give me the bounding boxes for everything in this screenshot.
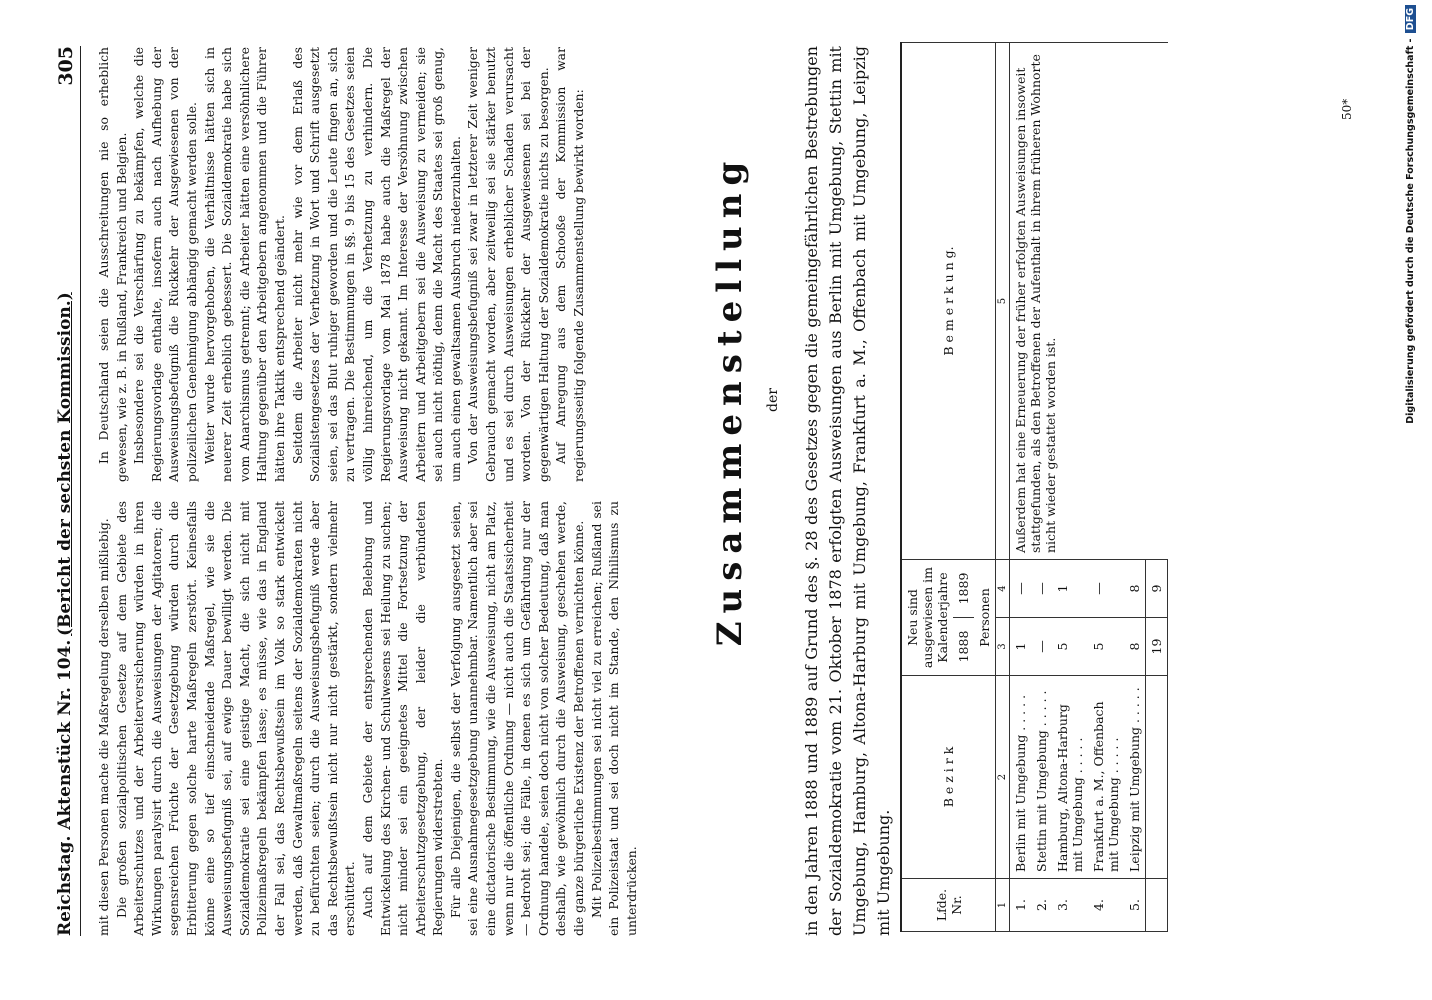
col-number: 1 (996, 879, 1010, 932)
col-number: 4 (996, 560, 1010, 618)
row-number: 3. (1052, 879, 1088, 932)
intro-text: in den Jahren 1888 und 1889 auf Grund des §. 28 des Gesetzes gegen die gemeingefährlichen Bestrebungen der Sozialdemokratie vom 21. Oktober 1878 erfolgten Ausweisungen aus Berlin mit Umgebung, Stettin mit Umgebung, Hamburg, Altona-Harburg mit Umgebung, Frankfurt a. M., Offenbach mit Umgebung, Leipzig mit Umgebung. (802, 46, 893, 936)
row-number: 2. (1031, 879, 1052, 932)
col-number: 5 (996, 43, 1010, 560)
row-1888: 5 (1052, 618, 1088, 676)
row-bezirk: Hamburg, Altona-Harburg mit Umgebung . . . . . (1052, 676, 1088, 879)
table-row (1010, 43, 1032, 932)
header-middle: (Bericht der sechsten Kommission.) (55, 292, 75, 636)
right-column (95, 47, 587, 482)
header-left: Reichstag. Aktenstück Nr. 104. (55, 639, 75, 936)
row-1888: — (1031, 618, 1052, 676)
left-paragraph: Mit Polizeibestimmungen sei nicht viel zu erreichen; Rußland sei ein Polizeistaat und sei doch nicht im Stande, den Nihilismus zu unterdrücken. (588, 501, 639, 936)
right-paragraph: Auf Anregung aus dem Schooße der Kommission war regierungsseitig folgende Zusammenstellung bewirkt worden: (553, 47, 587, 482)
title-der: der (765, 388, 781, 412)
row-1888: 5 (1088, 618, 1124, 676)
totals-blank (1146, 879, 1168, 932)
row-bezirk: Leipzig mit Umgebung . . . . . (1124, 676, 1146, 879)
expulsion-table (900, 42, 1168, 932)
left-paragraph: Die großen sozialpolitischen Gesetze auf dem Gebiete des Arbeiterschutzes und der Arbeiterversicherung würden in ihren Wirkungen paralysirt durch die Ausweisungen der Agitatoren; die segensreichen Früchte der Gesetzgebung würden durch die Erbitterung gegen solche harte Maßregeln zerstört. Keinesfalls könne eine so tief einschneidende Maßregel, wie sie die Ausweisungsbefugniß sei, auf ewige Dauer bewilligt werden. Die Sozialdemokratie sei eine geistige Macht, die sich nicht mit Polizeimaßregeln bekämpfen lasse; es müsse, wie das in England der Fall sei, das Rechtsbewußtsein im Volk so stark entwickelt werden, daß Gewaltmaßregeln seitens der Sozialdemokraten nicht zu befürchten seien; durch die Ausweisungsbefugniß werde aber das Rechtsbewußtsein nicht nur nicht gestärkt, sondern vielmehr erschüttert. (113, 501, 358, 936)
totals-blank (1146, 676, 1168, 879)
footer-number: 50* (1340, 98, 1354, 120)
left-paragraph: Auch auf dem Gebiete der entsprechenden Belebung und Entwickelung des Kirchen- und Schulwesens sei Heilung zu suchen; nicht minder sei ein geeignetes Mittel die Fortsetzung der Arbeiterschutzgesetzgebung, der leider die verbündeten Regierungen widerstrebten. (359, 501, 446, 936)
page-number: 305 (55, 46, 77, 86)
header-year-1888: 1888 (953, 618, 974, 676)
row-1888: 8 (1124, 618, 1146, 676)
right-paragraph: Seitdem die Arbeiter nicht mehr wie vor dem Erlaß des Sozialistengesetzes der Verhetzung in Wort und Schrift ausgesetzt seien, sei das Blut ruhiger geworden und die Leute fingen an, sich zu vertragen. Die Bestimmungen in §§. 9 bis 15 des Gesetzes seien völlig hinreichend, um die Verhetzung zu verhindern. Die Regierungsvorlage vom Mai 1878 habe auch die Maßregel der Ausweisung nicht gekannt. Im Interesse der Versöhnung zwischen Arbeitern und Arbeitgebern sei die Ausweisung zu vermeiden; sie sei auch nicht nöthig, denn die Macht des Staates sei groß genug, um auch einen gewaltsamen Ausbruch niederzuhalten. (289, 47, 463, 482)
row-bezirk: Frankfurt a. M., Offenbach mit Umgebung . . . . . (1088, 676, 1124, 879)
left-paragraph: Für alle Diejenigen, die selbst der Verfolgung ausgesetzt seien, sei eine Ausnahmegesetzgebung unannehmbar. Namentlich aber sei eine dictatorische Bestimmung, wie die Ausweisung, nicht am Platz, wenn nur die öffentliche Ordnung — nicht auch die Staatssicherheit — bedroht sei; die Fälle, in denen es sich um Gefährdung nur der Ordnung handele, seien doch nicht von solcher Bedeutung, daß man deshalb, wie gewöhnlich durch die Ausweisung, geschehen werde, die ganze bürgerliche Existenz der Betroffenen vernichten könne. (447, 501, 587, 936)
row-number: 1. (1010, 879, 1032, 932)
header-year-1889: 1889 (953, 560, 974, 618)
row-1889: — (1088, 560, 1124, 618)
header-bemerkung: B e m e r k u n g. (901, 43, 996, 560)
right-paragraph: In Deutschland seien die Ausschreitungen nie so erheblich gewesen, wie z. B. in Rußland, Frankreich und Belgien. (96, 47, 129, 482)
row-1889: 1 (1052, 560, 1088, 618)
header-lfd: Lfde. Nr. (901, 879, 996, 932)
page-header (55, 46, 83, 936)
row-bezirk: Stettin mit Umgebung . . . . . (1031, 676, 1052, 879)
row-1889: — (1031, 560, 1052, 618)
row-number: 5. (1124, 879, 1146, 932)
row-1888: 1 (1010, 618, 1032, 676)
right-paragraph: Weiter wurde hervorgehoben, die Verhältnisse hätten sich in neuerer Zeit erheblich gebessert. Die Sozialdemokratie habe sich vom Anarchismus getrennt; die Arbeiter hätten eine versöhnlichere Haltung gegenüber den Arbeitgebern angenommen und die Führer hätten ihre Taktik entsprechend geändert. (201, 47, 287, 482)
dfg-sidebar (1405, 5, 1416, 995)
section-title: Zusammenstellung (710, 153, 750, 647)
dfg-logo: DFG (1405, 5, 1416, 33)
row-bemerkung: Außerdem hat eine Erneuerung der früher erfolgten Ausweisungen insoweit stattgefunden, als den Betroffenen der Aufenthalt in ihrem früheren Wohnorte nicht wieder gestattet worden ist. (1010, 43, 1168, 560)
header-bezirk: B e z i r k (901, 676, 996, 879)
row-1889: — (1010, 560, 1032, 618)
col-number: 3 (996, 618, 1010, 676)
total-1889: 9 (1146, 560, 1168, 618)
row-1889: 8 (1124, 560, 1146, 618)
row-number: 4. (1088, 879, 1124, 932)
header-personen: Personen (974, 560, 996, 676)
header-rule (80, 46, 81, 936)
right-paragraph: Von der Ausweisungsbefugniß sei zwar in letzterer Zeit weniger Gebrauch gemacht worden, aber zeitweilig sei sie stärker benutzt und es sei durch Ausweisungen erheblicher Schaden verursacht worden. Von der Rückkehr der Ausgewiesenen sei bei der gegenwärtigen Haltung der Sozialdemokratie nichts zu besorgen. (465, 47, 551, 482)
row-bezirk: Berlin mit Umgebung . . . . . (1010, 676, 1032, 879)
col-number: 2 (996, 676, 1010, 879)
left-paragraph: mit diesen Personen mache die Maßregelung derselben mißliebig. (96, 518, 111, 936)
dfg-text: Digitalisierung gefördert durch die Deutsche Forschungsgemeinschaft - (1405, 38, 1416, 424)
total-1888: 19 (1146, 618, 1168, 676)
header-neu-group: Neu sind ausgewiesen im Kalenderjahre (901, 560, 953, 676)
right-paragraph: Insbesondere sei die Verschärfung zu bekämpfen, welche die Regierungsvorlage enthalte, insofern auch nach Aufhebung der Ausweisungsbefugniß die Rückkehr der Ausgewiesenen von der polizeilichen Genehmigung abhängig gemacht werden solle. (131, 47, 199, 482)
left-column (95, 501, 715, 936)
